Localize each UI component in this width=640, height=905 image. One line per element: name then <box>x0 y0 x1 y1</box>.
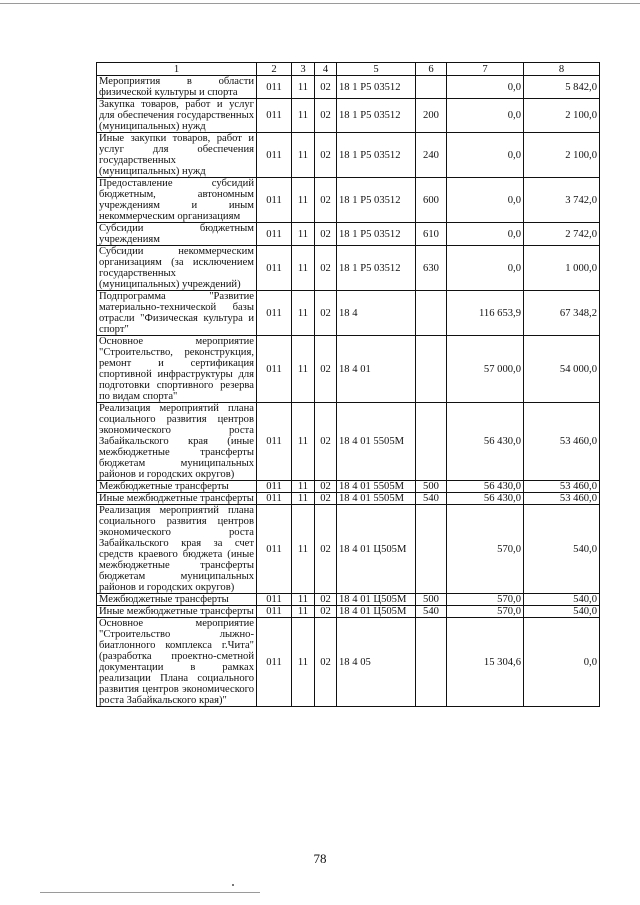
table-row <box>97 493 600 505</box>
page-number: 78 <box>313 851 327 866</box>
column-header: 7 <box>447 63 524 76</box>
cell-section: 11 <box>292 481 315 493</box>
cell-subsection: 02 <box>315 76 337 99</box>
cell-expense-type <box>416 618 447 707</box>
cell-expense-type <box>416 291 447 336</box>
cell-amount-1: 0,0 <box>447 223 524 246</box>
cell-code-admin: 011 <box>257 481 292 493</box>
table-row <box>97 505 600 594</box>
cell-target-article: 18 4 01 5505M <box>337 403 416 481</box>
cell-subsection: 02 <box>315 618 337 707</box>
cell-section: 11 <box>292 403 315 481</box>
cell-expense-type: 610 <box>416 223 447 246</box>
cell-subsection: 02 <box>315 505 337 594</box>
cell-amount-2: 5 842,0 <box>524 76 600 99</box>
column-header: 5 <box>337 63 416 76</box>
cell-section: 11 <box>292 223 315 246</box>
cell-section: 11 <box>292 76 315 99</box>
cell-amount-2: 2 742,0 <box>524 223 600 246</box>
cell-code-admin: 011 <box>257 336 292 403</box>
cell-amount-2: 53 460,0 <box>524 493 600 505</box>
column-header: 6 <box>416 63 447 76</box>
cell-amount-2: 2 100,0 <box>524 99 600 133</box>
cell-amount-1: 57 000,0 <box>447 336 524 403</box>
cell-target-article: 18 4 05 <box>337 618 416 707</box>
bottom-border-line <box>40 892 260 893</box>
column-header: 2 <box>257 63 292 76</box>
cell-amount-1: 116 653,9 <box>447 291 524 336</box>
cell-amount-2: 53 460,0 <box>524 403 600 481</box>
table-row <box>97 99 600 133</box>
cell-section: 11 <box>292 594 315 606</box>
cell-target-article: 18 1 P5 03512 <box>337 223 416 246</box>
cell-name: Межбюджетные трансферты <box>97 481 257 493</box>
column-header: 4 <box>315 63 337 76</box>
cell-name: Иные закупки товаров, работ и услуг для обеспечения государственных (муниципальных) нужд <box>97 133 257 178</box>
cell-subsection: 02 <box>315 291 337 336</box>
cell-section: 11 <box>292 178 315 223</box>
cell-name: Предоставление субсидий бюджетным, автономным учреждениям и иным некоммерческим организациям <box>97 178 257 223</box>
cell-code-admin: 011 <box>257 493 292 505</box>
cell-name: Межбюджетные трансферты <box>97 594 257 606</box>
cell-code-admin: 011 <box>257 505 292 594</box>
cell-section: 11 <box>292 291 315 336</box>
cell-section: 11 <box>292 99 315 133</box>
cell-name: Основное мероприятие "Строительство лыжно-биатлонного комплекса г.Чита" (разработка проектно-сметной документации в рамках реализации Плана социального развития центров экономического роста Забайкальского края)" <box>97 618 257 707</box>
table-row <box>97 606 600 618</box>
cell-name: Основное мероприятие "Строительство, реконструкция, ремонт и сертификация спортивной инфраструктуры для подготовки спортивного резерва по видам спорта" <box>97 336 257 403</box>
column-header: 1 <box>97 63 257 76</box>
cell-code-admin: 011 <box>257 76 292 99</box>
top-border-line <box>0 3 640 4</box>
cell-name: Реализация мероприятий плана социального развития центров экономического роста Забайкальского края (иные межбюджетные трансферты бюджетам муниципальных районов и городских округов) <box>97 403 257 481</box>
cell-section: 11 <box>292 505 315 594</box>
cell-section: 11 <box>292 336 315 403</box>
cell-expense-type: 500 <box>416 481 447 493</box>
table-row <box>97 481 600 493</box>
cell-name: Мероприятия в области физической культуры и спорта <box>97 76 257 99</box>
cell-section: 11 <box>292 133 315 178</box>
cell-amount-1: 570,0 <box>447 505 524 594</box>
cell-subsection: 02 <box>315 481 337 493</box>
cell-amount-2: 540,0 <box>524 505 600 594</box>
cell-target-article: 18 1 P5 03512 <box>337 76 416 99</box>
scan-speck <box>232 884 234 886</box>
cell-section: 11 <box>292 606 315 618</box>
cell-subsection: 02 <box>315 594 337 606</box>
cell-amount-1: 0,0 <box>447 76 524 99</box>
cell-code-admin: 011 <box>257 618 292 707</box>
cell-code-admin: 011 <box>257 133 292 178</box>
table-row <box>97 403 600 481</box>
cell-subsection: 02 <box>315 403 337 481</box>
table-row <box>97 133 600 178</box>
cell-code-admin: 011 <box>257 606 292 618</box>
cell-code-admin: 011 <box>257 223 292 246</box>
cell-subsection: 02 <box>315 246 337 291</box>
cell-subsection: 02 <box>315 178 337 223</box>
cell-amount-1: 56 430,0 <box>447 403 524 481</box>
table-row <box>97 336 600 403</box>
column-header: 8 <box>524 63 600 76</box>
cell-subsection: 02 <box>315 493 337 505</box>
cell-name: Субсидии бюджетным учреждениям <box>97 223 257 246</box>
cell-subsection: 02 <box>315 606 337 618</box>
cell-amount-1: 0,0 <box>447 133 524 178</box>
cell-expense-type: 630 <box>416 246 447 291</box>
cell-target-article: 18 4 <box>337 291 416 336</box>
cell-code-admin: 011 <box>257 246 292 291</box>
cell-target-article: 18 4 01 5505M <box>337 493 416 505</box>
cell-amount-2: 540,0 <box>524 606 600 618</box>
cell-amount-2: 54 000,0 <box>524 336 600 403</box>
cell-code-admin: 011 <box>257 594 292 606</box>
cell-section: 11 <box>292 493 315 505</box>
cell-code-admin: 011 <box>257 291 292 336</box>
cell-amount-1: 570,0 <box>447 594 524 606</box>
cell-target-article: 18 4 01 Ц505M <box>337 606 416 618</box>
cell-expense-type <box>416 76 447 99</box>
cell-amount-1: 0,0 <box>447 246 524 291</box>
cell-name: Иные межбюджетные трансферты <box>97 606 257 618</box>
cell-amount-2: 67 348,2 <box>524 291 600 336</box>
budget-table <box>96 62 600 707</box>
cell-target-article: 18 1 P5 03512 <box>337 178 416 223</box>
cell-code-admin: 011 <box>257 403 292 481</box>
cell-code-admin: 011 <box>257 178 292 223</box>
table-row <box>97 618 600 707</box>
table-row <box>97 76 600 99</box>
cell-amount-2: 540,0 <box>524 594 600 606</box>
cell-name: Закупка товаров, работ и услуг для обеспечения государственных (муниципальных) нужд <box>97 99 257 133</box>
cell-expense-type: 500 <box>416 594 447 606</box>
cell-amount-1: 0,0 <box>447 99 524 133</box>
table-header-row <box>97 63 600 76</box>
cell-expense-type: 540 <box>416 493 447 505</box>
cell-section: 11 <box>292 618 315 707</box>
cell-expense-type <box>416 403 447 481</box>
cell-name: Реализация мероприятий плана социального развития центров экономического роста Забайкальского края за счет средств краевого бюджета (иные межбюджетные трансферты бюджетам муниципальных районов и городских округов) <box>97 505 257 594</box>
cell-amount-2: 2 100,0 <box>524 133 600 178</box>
cell-name: Подпрограмма "Развитие материально-технической базы отрасли "Физическая культура и спорт" <box>97 291 257 336</box>
cell-amount-1: 15 304,6 <box>447 618 524 707</box>
cell-name: Субсидии некоммерческим организациям (за исключением государственных (муниципальных) учреждений) <box>97 246 257 291</box>
table-row <box>97 246 600 291</box>
cell-amount-2: 3 742,0 <box>524 178 600 223</box>
cell-expense-type: 600 <box>416 178 447 223</box>
cell-target-article: 18 1 P5 03512 <box>337 133 416 178</box>
cell-amount-1: 56 430,0 <box>447 481 524 493</box>
cell-name: Иные межбюджетные трансферты <box>97 493 257 505</box>
cell-subsection: 02 <box>315 133 337 178</box>
cell-expense-type: 200 <box>416 99 447 133</box>
cell-amount-2: 53 460,0 <box>524 481 600 493</box>
table-row <box>97 594 600 606</box>
cell-amount-1: 0,0 <box>447 178 524 223</box>
cell-target-article: 18 4 01 <box>337 336 416 403</box>
cell-subsection: 02 <box>315 223 337 246</box>
cell-target-article: 18 1 P5 03512 <box>337 99 416 133</box>
cell-amount-2: 1 000,0 <box>524 246 600 291</box>
cell-target-article: 18 1 P5 03512 <box>337 246 416 291</box>
cell-amount-2: 0,0 <box>524 618 600 707</box>
table-row <box>97 178 600 223</box>
cell-target-article: 18 4 01 Ц505M <box>337 594 416 606</box>
cell-subsection: 02 <box>315 99 337 133</box>
table-row <box>97 291 600 336</box>
cell-expense-type: 240 <box>416 133 447 178</box>
cell-amount-1: 56 430,0 <box>447 493 524 505</box>
cell-section: 11 <box>292 246 315 291</box>
cell-expense-type <box>416 336 447 403</box>
cell-subsection: 02 <box>315 336 337 403</box>
cell-expense-type <box>416 505 447 594</box>
table-row <box>97 223 600 246</box>
cell-target-article: 18 4 01 5505M <box>337 481 416 493</box>
cell-amount-1: 570,0 <box>447 606 524 618</box>
cell-target-article: 18 4 01 Ц505M <box>337 505 416 594</box>
column-header: 3 <box>292 63 315 76</box>
cell-expense-type: 540 <box>416 606 447 618</box>
cell-code-admin: 011 <box>257 99 292 133</box>
